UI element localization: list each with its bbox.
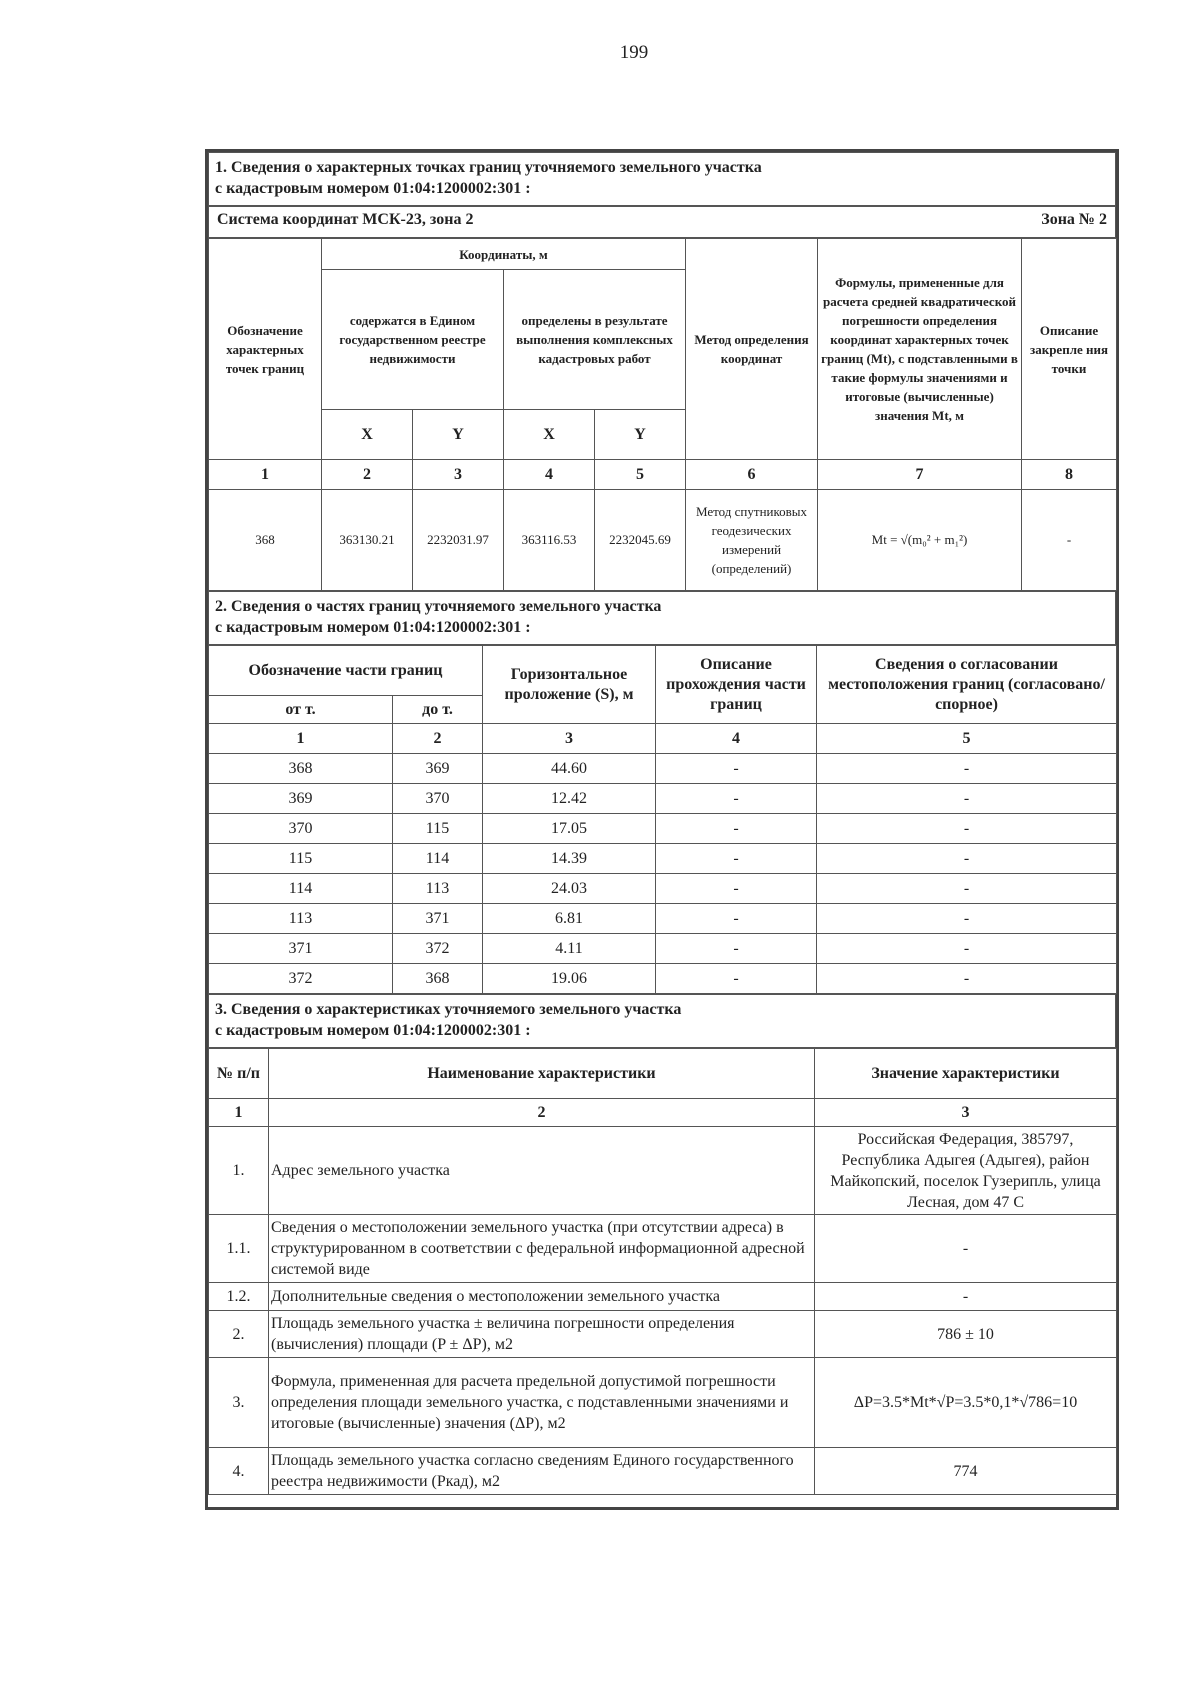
- passage-cell: -: [656, 844, 817, 874]
- distance-cell: 12.42: [483, 784, 656, 814]
- table-row: [209, 1283, 1117, 1311]
- agreement-cell: -: [817, 904, 1117, 934]
- col-number: 3: [815, 1099, 1117, 1127]
- table-row: [209, 784, 1117, 814]
- agreement-cell: -: [817, 964, 1117, 994]
- table-row: [209, 1448, 1117, 1495]
- header-from: от т.: [209, 696, 393, 724]
- col-number: 1: [209, 1099, 269, 1127]
- table-row: [209, 1311, 1117, 1358]
- from-cell: 115: [209, 844, 393, 874]
- characteristic-value: -: [815, 1283, 1117, 1311]
- col-number: 3: [413, 460, 504, 490]
- col-number: 5: [817, 724, 1117, 754]
- to-cell: 115: [393, 814, 483, 844]
- passage-cell: -: [656, 814, 817, 844]
- header-method: Метод определения координат: [686, 239, 818, 460]
- to-cell: 370: [393, 784, 483, 814]
- to-cell: 368: [393, 964, 483, 994]
- characteristics-table: [208, 1048, 1117, 1495]
- table-row: [209, 754, 1117, 784]
- table-row: [209, 1215, 1117, 1283]
- characteristic-name: Формула, примененная для расчета предельной допустимой погрешности определения площади земельного участка, с подставленными значениями и итоговые (вычисленные) значения (ΔP), м2: [269, 1358, 815, 1448]
- agreement-cell: -: [817, 844, 1117, 874]
- point-cell: 368: [209, 490, 322, 591]
- col-number: 8: [1022, 460, 1117, 490]
- to-cell: 372: [393, 934, 483, 964]
- characteristic-name: Адрес земельного участка: [269, 1127, 815, 1215]
- characteristic-value: 774: [815, 1448, 1117, 1495]
- section3-title-line1: 3. Сведения о характеристиках уточняемого земельного участка: [215, 1001, 682, 1018]
- characteristic-value: Российская Федерация, 385797, Республика Адыгея (Адыгея), район Майкопский, поселок Гузерипль, улица Лесная, дом 47 С: [815, 1127, 1117, 1215]
- zone-label: Зона № 2: [1041, 211, 1107, 228]
- row-number: 3.: [209, 1358, 269, 1448]
- col-number: 2: [322, 460, 413, 490]
- from-cell: 370: [209, 814, 393, 844]
- agreement-cell: -: [817, 874, 1117, 904]
- col-number: 7: [818, 460, 1022, 490]
- row-number: 2.: [209, 1311, 269, 1358]
- header-formulas: Формулы, примененные для расчета средней квадратической погрешности определения координат характерных точек границ (Mt), с подставленными в такие формулы значениями и итоговые (вычисленные) значения Mt, м: [818, 239, 1022, 460]
- section1-title-line1: 1. Сведения о характерных точках границ уточняемого земельного участка: [215, 159, 762, 176]
- header-x1: X: [322, 410, 413, 460]
- header-value: Значение характеристики: [815, 1049, 1117, 1099]
- characteristic-value: 786 ± 10: [815, 1311, 1117, 1358]
- y2-cell: 2232045.69: [595, 490, 686, 591]
- formula-cell: Mt = √(m₀² + m₁²): [818, 490, 1022, 591]
- passage-cell: -: [656, 964, 817, 994]
- method-cell: Метод спутниковых геодезических измерений (определений): [686, 490, 818, 591]
- y1-cell: 2232031.97: [413, 490, 504, 591]
- col-number: 6: [686, 460, 818, 490]
- characteristic-name: Дополнительные сведения о местоположении земельного участка: [269, 1283, 815, 1311]
- distance-cell: 14.39: [483, 844, 656, 874]
- passage-cell: -: [656, 904, 817, 934]
- agreement-cell: -: [817, 814, 1117, 844]
- row-number: 1.2.: [209, 1283, 269, 1311]
- table-row: [209, 874, 1117, 904]
- parts-table: [208, 645, 1117, 994]
- passage-cell: -: [656, 874, 817, 904]
- x1-cell: 363130.21: [322, 490, 413, 591]
- from-cell: 369: [209, 784, 393, 814]
- table-row: [209, 1127, 1117, 1215]
- col-number: 1: [209, 460, 322, 490]
- agreement-cell: -: [817, 934, 1117, 964]
- table-row: [209, 904, 1117, 934]
- distance-cell: 6.81: [483, 904, 656, 934]
- coordinate-system-label: Система координат МСК-23, зона 2: [217, 211, 474, 228]
- distance-cell: 44.60: [483, 754, 656, 784]
- section1-title-line2: с кадастровым номером 01:04:1200002:301 :: [215, 180, 531, 197]
- page-number: 199: [619, 42, 649, 63]
- passage-cell: -: [656, 754, 817, 784]
- col-number: 4: [656, 724, 817, 754]
- characteristic-value: ΔP=3.5*Mt*√P=3.5*0,1*√786=10: [815, 1358, 1117, 1448]
- characteristic-value: -: [815, 1215, 1117, 1283]
- to-cell: 113: [393, 874, 483, 904]
- col-number: 2: [269, 1099, 815, 1127]
- header-coordinates: Координаты, м: [322, 239, 686, 270]
- section3-title: [208, 994, 1116, 1048]
- distance-cell: 17.05: [483, 814, 656, 844]
- section2-title-line2: с кадастровым номером 01:04:1200002:301 :: [215, 619, 531, 636]
- section2-title-line1: 2. Сведения о частях границ уточняемого земельного участка: [215, 598, 662, 615]
- table-row: [209, 844, 1117, 874]
- from-cell: 372: [209, 964, 393, 994]
- from-cell: 114: [209, 874, 393, 904]
- section1-title: [208, 152, 1116, 206]
- header-x2: X: [504, 410, 595, 460]
- from-cell: 371: [209, 934, 393, 964]
- to-cell: 114: [393, 844, 483, 874]
- header-y1: Y: [413, 410, 504, 460]
- header-y2: Y: [595, 410, 686, 460]
- distance-cell: 24.03: [483, 874, 656, 904]
- header-to: до т.: [393, 696, 483, 724]
- description-cell: -: [1022, 490, 1117, 591]
- characteristic-name: Площадь земельного участка согласно сведениям Единого государственного реестра недвижимости (Pкад), м2: [269, 1448, 815, 1495]
- from-cell: 113: [209, 904, 393, 934]
- characteristic-name: Площадь земельного участка ± величина погрешности определения (вычисления) площади (P ± ΔP), м2: [269, 1311, 815, 1358]
- col-number: 3: [483, 724, 656, 754]
- header-no: № п/п: [209, 1049, 269, 1099]
- header-description: Описание закрепле ния точки: [1022, 239, 1117, 460]
- col-number: 4: [504, 460, 595, 490]
- table-row: [209, 814, 1117, 844]
- col-number: 2: [393, 724, 483, 754]
- x2-cell: 363116.53: [504, 490, 595, 591]
- table-row: [209, 934, 1117, 964]
- from-cell: 368: [209, 754, 393, 784]
- to-cell: 371: [393, 904, 483, 934]
- agreement-cell: -: [817, 754, 1117, 784]
- table-row: [209, 1358, 1117, 1448]
- coordinate-system-row: [208, 206, 1116, 238]
- to-cell: 369: [393, 754, 483, 784]
- header-in-registry: содержатся в Едином государственном реестре недвижимости: [322, 270, 504, 410]
- row-number: 1.: [209, 1127, 269, 1215]
- col-number: 5: [595, 460, 686, 490]
- header-name: Наименование характеристики: [269, 1049, 815, 1099]
- header-determined: определены в результате выполнения комплексных кадастровых работ: [504, 270, 686, 410]
- agreement-cell: -: [817, 784, 1117, 814]
- characteristic-name: Сведения о местоположении земельного участка (при отсутствии адреса) в структурированном в соответствии с федеральной информационной адресной системой виде: [269, 1215, 815, 1283]
- table-row: [209, 964, 1117, 994]
- section3-title-line2: с кадастровым номером 01:04:1200002:301 :: [215, 1022, 531, 1039]
- header-agreement: Сведения о согласовании местоположения границ (согласовано/спорное): [817, 646, 1117, 724]
- header-horizontal: Горизонтальное проложение (S), м: [483, 646, 656, 724]
- col-number: 1: [209, 724, 393, 754]
- header-passage: Описание прохождения части границ: [656, 646, 817, 724]
- table-row: [209, 490, 1117, 591]
- section2-title: [208, 591, 1116, 645]
- row-number: 4.: [209, 1448, 269, 1495]
- passage-cell: -: [656, 934, 817, 964]
- row-number: 1.1.: [209, 1215, 269, 1283]
- points-table: [208, 238, 1117, 591]
- passage-cell: -: [656, 784, 817, 814]
- header-part-designation: Обозначение части границ: [209, 646, 483, 696]
- header-point-designation: Обозначение характерных точек границ: [209, 239, 322, 460]
- distance-cell: 4.11: [483, 934, 656, 964]
- document-frame: [205, 149, 1119, 1510]
- distance-cell: 19.06: [483, 964, 656, 994]
